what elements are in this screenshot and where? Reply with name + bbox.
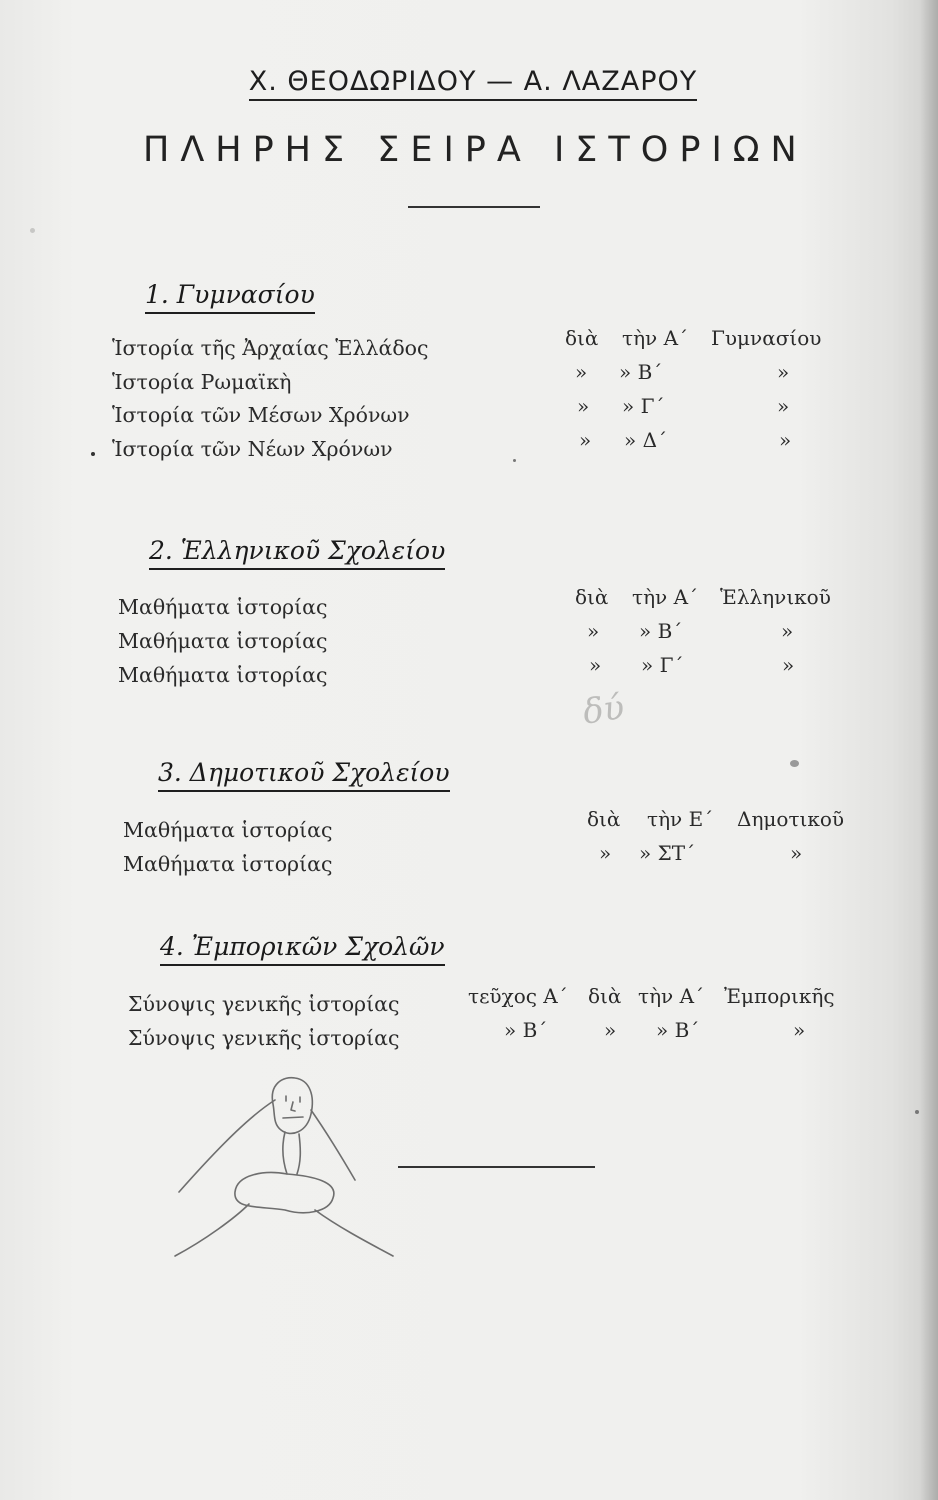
grade-prep: » xyxy=(599,841,612,865)
grade-prep: διὰ xyxy=(587,807,621,831)
authors-text: Χ. ΘΕΟΔΩΡΙΔΟΥ — Α. ΛΑΖΑΡΟΥ xyxy=(249,66,698,101)
grade-school: Γυμνασίου xyxy=(711,326,822,350)
grade-school: » xyxy=(777,360,790,384)
grade-prep: διὰ xyxy=(575,585,609,609)
grade-level: » Γ΄ xyxy=(641,653,684,677)
pencil-doodle-figure xyxy=(165,1070,405,1260)
grade-prep: » xyxy=(579,428,592,452)
ink-speck xyxy=(915,1110,919,1114)
grade-prep: » xyxy=(587,619,600,643)
section-heading-gymnasium: 1. Γυμνασίου xyxy=(145,280,315,309)
section-heading-primary-school: 3. Δημοτικοῦ Σχολείου xyxy=(158,758,450,787)
grade-school: Ἑλληνικοῦ xyxy=(720,585,831,609)
grade-level: τὴν Ε΄ xyxy=(647,807,714,831)
pencil-annotation: δύ xyxy=(580,687,627,733)
grade-level: » Δ΄ xyxy=(624,428,668,452)
grade-school: » xyxy=(782,653,795,677)
book-title: Μαθήματα ἱστορίας xyxy=(123,818,333,842)
grade-level: τὴν Α΄ xyxy=(622,326,689,350)
grade-level: τὴν Α΄ xyxy=(638,984,705,1008)
book-title: Μαθήματα ἱστορίας xyxy=(118,595,328,619)
book-title: Μαθήματα ἱστορίας xyxy=(123,852,333,876)
title-divider xyxy=(408,206,540,208)
grade-school: Ἐμπορικῆς xyxy=(724,984,835,1008)
grade-level: » Β΄ xyxy=(619,360,663,384)
grade-prep: » xyxy=(589,653,602,677)
ink-speck xyxy=(790,760,799,767)
book-title: Ἱστορία Ρωμαϊκὴ xyxy=(112,370,292,394)
grade-level: » Β΄ xyxy=(656,1018,700,1042)
ink-speck xyxy=(30,228,35,233)
page-edge-shadow xyxy=(920,0,938,1500)
authors-header xyxy=(0,66,938,97)
grade-prep: διὰ xyxy=(588,984,622,1008)
grade-level: » ΣΤ΄ xyxy=(639,841,696,865)
grade-school: » xyxy=(790,841,803,865)
grade-school: » xyxy=(777,394,790,418)
grade-prep: » xyxy=(577,394,590,418)
series-title: ΠΛΗΡΗΣ ΣΕΙΡΑ ΙΣΤΟΡΙΩΝ xyxy=(143,130,808,170)
grade-school: Δημοτικοῦ xyxy=(737,807,845,831)
grade-prep: διὰ xyxy=(565,326,599,350)
book-title: Ἱστορία τῶν Μέσων Χρόνων xyxy=(112,403,410,427)
grade-school: » xyxy=(779,428,792,452)
book-title: Μαθήματα ἱστορίας xyxy=(118,629,328,653)
book-title: Μαθήματα ἱστορίας xyxy=(118,663,328,687)
margin-dot xyxy=(91,452,95,456)
book-title: Σύνοψις γενικῆς ἱστορίας xyxy=(128,992,400,1016)
grade-school: » xyxy=(781,619,794,643)
book-title: Ἱστορία τῆς Ἀρχαίας Ἑλλάδος xyxy=(112,336,429,360)
grade-prep: » xyxy=(604,1018,617,1042)
section-heading-hellenic-school: 2. Ἑλληνικοῦ Σχολείου xyxy=(149,536,445,565)
section-heading-commercial-schools: 4. Ἐμπορικῶν Σχολῶν xyxy=(160,932,445,961)
book-title: Ἱστορία τῶν Νέων Χρόνων xyxy=(112,437,393,461)
issue-number: » Β΄ xyxy=(504,1018,548,1042)
grade-prep: » xyxy=(575,360,588,384)
grade-level: » Β΄ xyxy=(639,619,683,643)
book-title: Σύνοψις γενικῆς ἱστορίας xyxy=(128,1026,400,1050)
closing-rule xyxy=(398,1166,595,1168)
ink-speck xyxy=(513,459,516,462)
grade-level: » Γ΄ xyxy=(622,394,665,418)
issue-number: τεῦχος Α΄ xyxy=(468,984,568,1008)
grade-school: » xyxy=(793,1018,806,1042)
grade-level: τὴν Α΄ xyxy=(632,585,699,609)
